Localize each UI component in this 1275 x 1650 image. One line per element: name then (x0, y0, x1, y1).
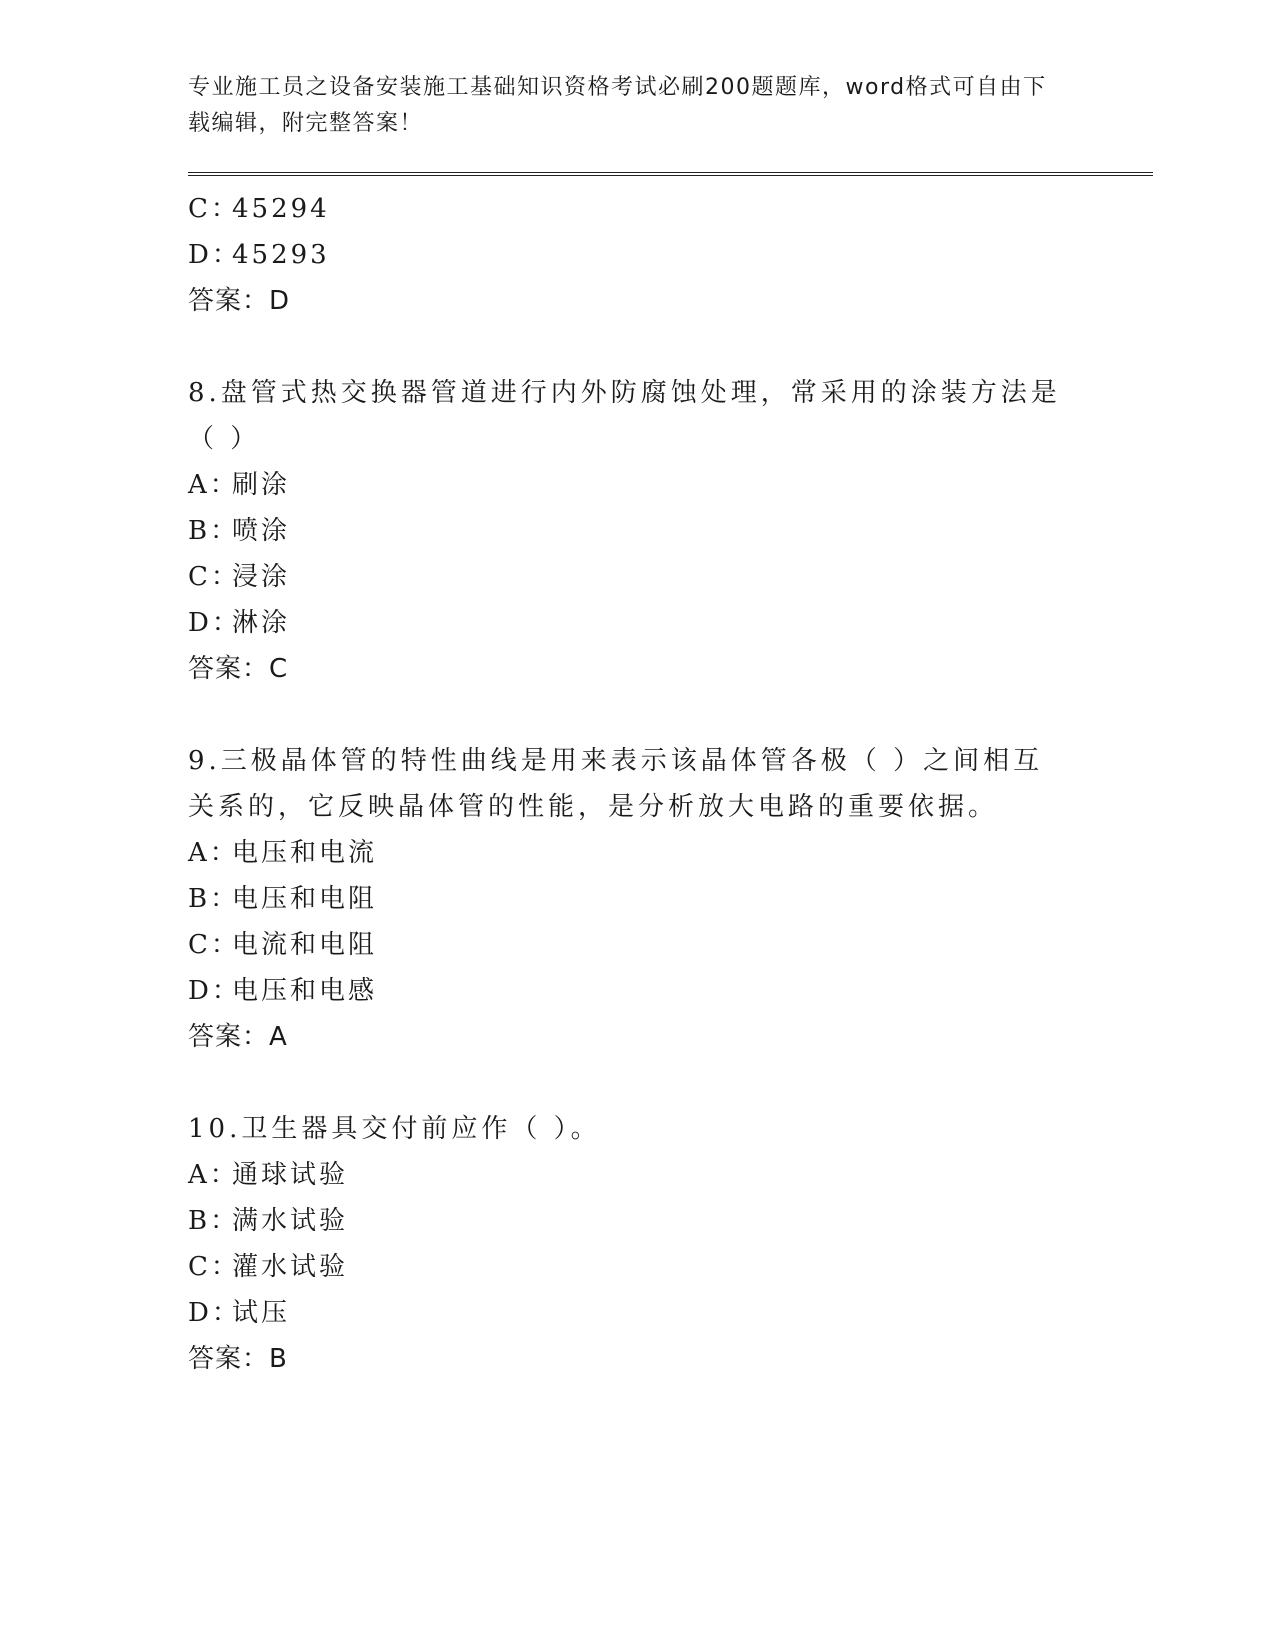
option-letter: B： (188, 884, 240, 914)
document-page (188, 70, 1153, 1382)
option-text: 满水试验 (232, 1206, 349, 1236)
answer-line: 答案：C (188, 654, 289, 684)
option-text: 电压和电阻 (232, 884, 378, 914)
option-a (188, 830, 1153, 876)
option-text: 电压和电流 (232, 838, 378, 868)
header-divider (188, 172, 1153, 176)
option-a (188, 462, 1153, 508)
option-text: 喷涂 (232, 516, 291, 546)
option-c (188, 554, 1153, 600)
option-text: 刷涂 (232, 470, 291, 500)
option-letter: D： (188, 976, 241, 1006)
option-text: 通球试验 (232, 1160, 349, 1190)
prior-question-tail (188, 186, 1153, 324)
option-c (188, 1244, 1153, 1290)
option-d (188, 600, 1153, 646)
option-text: 淋涂 (232, 608, 291, 638)
option-letter: B： (188, 516, 240, 546)
option-text: 试压 (232, 1298, 291, 1328)
answer-line: 答案：A (188, 1022, 288, 1052)
answer-line: 答案：D (188, 286, 291, 316)
option-letter: C： (188, 930, 240, 960)
option-d (188, 232, 1153, 278)
option-letter: C： (188, 562, 240, 592)
option-letter: A： (188, 838, 239, 868)
option-b (188, 508, 1153, 554)
document-header: 专业施工员之设备安装施工基础知识资格考试必刷200题题库，word格式可自由下载编辑，附完整答案！ (188, 75, 1047, 136)
question-9 (188, 738, 1153, 1060)
option-text: 电压和电感 (232, 976, 378, 1006)
option-letter: B： (188, 1206, 240, 1236)
option-text: 电流和电阻 (232, 930, 378, 960)
question-8 (188, 370, 1153, 692)
question-text: 9.三极晶体管的特性曲线是用来表示该晶体管各极（ ）之间相互关系的，它反映晶体管的性能，是分析放大电路的重要依据。 (188, 746, 1044, 822)
option-letter: A： (188, 470, 239, 500)
option-b (188, 1198, 1153, 1244)
question-text: 8.盘管式热交换器管道进行内外防腐蚀处理，常采用的涂装方法是（ ） (188, 378, 1061, 454)
option-letter: C： (188, 1252, 240, 1282)
option-letter: C： (188, 194, 240, 224)
option-text: 浸涂 (232, 562, 291, 592)
option-letter: D： (188, 608, 241, 638)
option-b (188, 876, 1153, 922)
option-c (188, 922, 1153, 968)
option-letter: D： (188, 240, 241, 270)
question-content (188, 186, 1153, 1382)
answer-line: 答案：B (188, 1344, 288, 1374)
question-text: 10.卫生器具交付前应作（ ）。 (188, 1114, 601, 1144)
option-c (188, 186, 1153, 232)
option-letter: D： (188, 1298, 241, 1328)
option-a (188, 1152, 1153, 1198)
option-d (188, 1290, 1153, 1336)
option-d (188, 968, 1153, 1014)
option-text: 45293 (232, 240, 330, 270)
option-text: 45294 (232, 194, 330, 224)
option-text: 灌水试验 (232, 1252, 349, 1282)
option-letter: A： (188, 1160, 239, 1190)
question-10 (188, 1106, 1153, 1382)
